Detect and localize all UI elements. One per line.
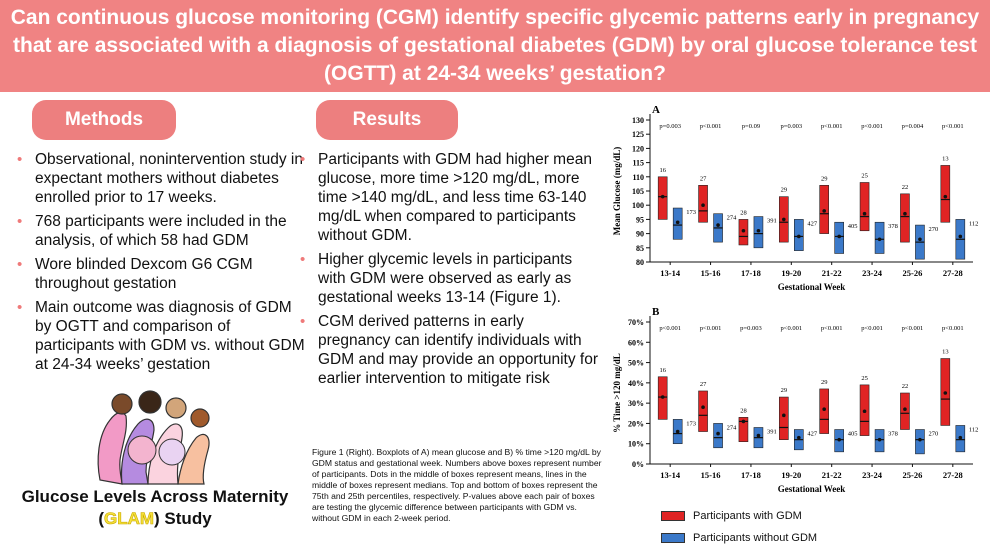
legend-swatch-gdm	[661, 511, 685, 521]
n-label: 112	[968, 426, 979, 434]
mean-dot	[918, 438, 922, 442]
legend-item-gdm	[661, 510, 802, 522]
n-label: 274	[726, 214, 737, 222]
legend-item-nogdm	[661, 532, 817, 544]
mean-dot	[757, 434, 761, 438]
mean-dot	[757, 229, 761, 233]
x-tick-label: 17-18	[741, 268, 761, 278]
n-label: 173	[686, 420, 696, 428]
legend-label-nogdm: Participants without GDM	[693, 532, 818, 544]
x-tick-label: 15-16	[700, 470, 721, 480]
mean-dot	[959, 436, 963, 440]
n-label: 29	[780, 387, 788, 395]
y-tick-label: 30%	[628, 399, 644, 409]
n-label: 29	[820, 175, 828, 183]
methods-item: • Wore blinded Dexcom G6 CGM throughout gestation	[15, 255, 305, 293]
pregnant-women-illustration	[82, 380, 222, 490]
mean-dot	[959, 235, 963, 239]
p-value-label: p=0.003	[740, 325, 762, 332]
n-label: 25	[861, 172, 868, 180]
methods-item: • Observational, nonintervention study in expectant mothers without diabetes enrolled prior to 17 weeks.	[15, 150, 305, 207]
x-tick-label: 17-18	[741, 470, 761, 480]
p-value-label: p<0.001	[861, 325, 883, 332]
y-tick-label: 70%	[628, 318, 644, 327]
n-label: 391	[766, 217, 777, 225]
mean-dot	[742, 229, 746, 233]
legend-label-gdm: Participants with GDM	[693, 510, 802, 522]
box-nogdm	[714, 423, 723, 447]
n-label: 405	[847, 430, 858, 438]
mean-dot	[782, 218, 786, 222]
x-axis-label: Gestational Week	[777, 484, 846, 494]
methods-item: • Main outcome was diagnosis of GDM by OGTT and comparison of participants with GDM vs. without GDM at 24-34 weeks’ gestation	[15, 298, 305, 374]
n-label: 16	[659, 366, 666, 374]
y-tick-label: 0%	[632, 460, 644, 469]
p-value-label: p<0.001	[942, 325, 964, 332]
mean-dot	[782, 414, 786, 418]
p-value-label: p<0.001	[901, 325, 924, 332]
glam-acronym: GLAM	[104, 509, 155, 528]
y-tick-label: 60%	[628, 338, 644, 348]
n-label: 28	[740, 209, 747, 217]
p-value-label: p<0.001	[780, 325, 803, 332]
study-title	[20, 486, 290, 530]
mean-dot	[837, 438, 841, 442]
mean-dot	[878, 237, 882, 241]
y-tick-label: 125	[632, 130, 644, 140]
y-tick-label: 85	[636, 243, 644, 253]
y-tick-label: 80	[636, 258, 644, 267]
y-tick-label: 95	[636, 215, 644, 225]
study-title-suffix: ) Study	[154, 509, 212, 528]
p-value-label: p<0.001	[861, 123, 883, 130]
n-label: 112	[968, 220, 979, 228]
n-label: 274	[726, 424, 737, 432]
p-value-label: p<0.001	[942, 123, 964, 130]
mean-dot	[878, 438, 882, 442]
n-label: 427	[807, 220, 818, 228]
n-label: 29	[780, 186, 788, 194]
x-tick-label: 21-22	[821, 470, 842, 480]
n-label: 378	[888, 223, 898, 231]
n-label: 391	[766, 428, 777, 436]
mean-dot	[716, 223, 720, 227]
n-label: 29	[820, 378, 828, 386]
y-tick-label: 10%	[628, 439, 644, 449]
x-tick-label: 23-24	[862, 470, 882, 480]
poster-title: Can continuous glucose monitoring (CGM) identify specific glycemic patterns early in pregnancy that are associated with a diagnosis of gestational diabetes (GDM) by oral glucose tolerance test (OGTT) at 24-34 weeks’ gestation?	[10, 6, 980, 85]
box-gdm	[941, 165, 950, 222]
n-label: 28	[740, 407, 747, 415]
mean-dot	[797, 235, 801, 239]
mean-dot	[701, 203, 705, 207]
figure-caption: Figure 1 (Right). Boxplots of A) mean glucose and B) % time >120 mg/dL by GDM status and gestational week. Numbers above boxes represent number of participants. Dots in the middle of boxes represent means, lines in the middle of boxes represent medians. Top and bottom of boxes represent the 75th and 25th percentiles, respectively. P-values above each pair of boxes are testing the glycemic difference between participants with GDM vs. without GDM in each 2-week period.	[312, 447, 602, 523]
mean-dot	[701, 405, 705, 409]
box-gdm	[900, 194, 909, 242]
mean-dot	[944, 391, 948, 395]
n-label: 16	[659, 166, 666, 174]
results-item: • Participants with GDM had higher mean glucose, more time >120 mg/dL, more time >140 mg/dL, and less time 63-140 mg/dL when compared to participants without GDM.	[298, 150, 598, 245]
methods-list	[15, 150, 305, 379]
y-axis-label: % Time >120 mg/dL	[612, 353, 622, 433]
x-tick-label: 19-20	[781, 268, 802, 278]
n-label: 27	[699, 380, 707, 388]
results-item: • Higher glycemic levels in participants with GDM were observed as early as gestational weeks 13-14 (Figure 1).	[298, 250, 598, 307]
mean-dot	[661, 195, 665, 199]
box-gdm	[860, 182, 869, 230]
results-item: • CGM derived patterns in early pregnancy can identify individuals with GDM and may provide an opportunity for earlier intervention to mitigate risk	[298, 312, 598, 388]
p-value-label: p<0.001	[699, 123, 722, 130]
n-label: 25	[861, 374, 868, 382]
n-label: 13	[942, 155, 949, 163]
x-tick-label: 13-14	[660, 268, 681, 278]
panel-label: A	[652, 104, 660, 116]
x-tick-label: 27-28	[942, 268, 963, 278]
mean-dot	[742, 420, 746, 424]
study-title-prefix: Glucose Levels Across Maternity (	[21, 487, 289, 528]
p-value-label: p=0.004	[901, 123, 924, 130]
mean-dot	[797, 436, 801, 440]
mean-dot	[863, 409, 867, 413]
panel-label: B	[652, 306, 660, 318]
p-value-label: p=0.003	[780, 123, 803, 130]
p-value-label: p=0.09	[741, 123, 761, 130]
x-tick-label: 27-28	[942, 470, 963, 480]
x-tick-label: 13-14	[660, 470, 681, 480]
mean-dot	[716, 432, 720, 436]
y-tick-label: 105	[632, 187, 644, 196]
y-tick-label: 90	[636, 229, 644, 239]
p-value-label: p=0.003	[659, 123, 681, 130]
results-list	[298, 150, 598, 393]
x-tick-label: 25-26	[902, 268, 923, 278]
results-heading: Results	[316, 100, 458, 140]
mean-dot	[661, 395, 665, 399]
n-label: 22	[901, 383, 909, 390]
n-label: 173	[686, 209, 696, 217]
pregnant-women-logo	[82, 380, 222, 490]
y-tick-label: 50%	[628, 358, 644, 368]
n-label: 427	[807, 430, 818, 438]
x-tick-label: 23-24	[862, 268, 882, 278]
x-tick-label: 21-22	[821, 268, 842, 278]
x-tick-label: 15-16	[700, 268, 721, 278]
y-tick-label: 120	[632, 144, 644, 154]
y-tick-label: 110	[632, 172, 644, 182]
methods-heading: Methods	[32, 100, 176, 140]
y-tick-label: 115	[632, 158, 644, 168]
chart-panel-a	[608, 100, 983, 300]
y-tick-label: 100	[632, 201, 644, 211]
p-value-label: p<0.001	[820, 325, 843, 332]
x-axis-label: Gestational Week	[777, 282, 846, 292]
mean-dot	[903, 212, 907, 216]
n-label: 405	[847, 223, 858, 231]
n-label: 13	[942, 348, 949, 356]
mean-dot	[676, 220, 680, 224]
mean-dot	[837, 235, 841, 239]
mean-dot	[944, 195, 948, 199]
y-axis-label: Mean Glucose (mg/dL)	[612, 146, 622, 236]
mean-dot	[903, 407, 907, 411]
methods-item: • 768 participants were included in the analysis, of which 58 had GDM	[15, 212, 305, 250]
n-label: 27	[699, 175, 707, 183]
p-value-label: p<0.001	[659, 325, 681, 332]
box-gdm	[779, 397, 788, 440]
box-nogdm	[915, 430, 924, 454]
mean-dot	[822, 209, 826, 213]
legend-swatch-nogdm	[661, 533, 685, 543]
n-label: 22	[901, 183, 909, 191]
box-gdm	[900, 393, 909, 430]
n-label: 378	[888, 430, 898, 438]
n-label: 270	[928, 430, 939, 438]
x-tick-label: 19-20	[781, 470, 802, 480]
p-value-label: p<0.001	[699, 325, 722, 332]
mean-dot	[822, 407, 826, 411]
mean-dot	[676, 430, 680, 434]
n-label: 270	[928, 226, 939, 234]
box-gdm	[820, 389, 829, 434]
box-gdm	[699, 391, 708, 432]
y-tick-label: 40%	[628, 378, 644, 388]
title-banner	[0, 0, 990, 92]
mean-dot	[863, 212, 867, 216]
chart-panel-b	[608, 302, 983, 502]
y-tick-label: 130	[632, 116, 644, 125]
x-tick-label: 25-26	[902, 470, 923, 480]
p-value-label: p<0.001	[820, 123, 843, 130]
mean-dot	[918, 237, 922, 241]
y-tick-label: 20%	[628, 419, 644, 429]
